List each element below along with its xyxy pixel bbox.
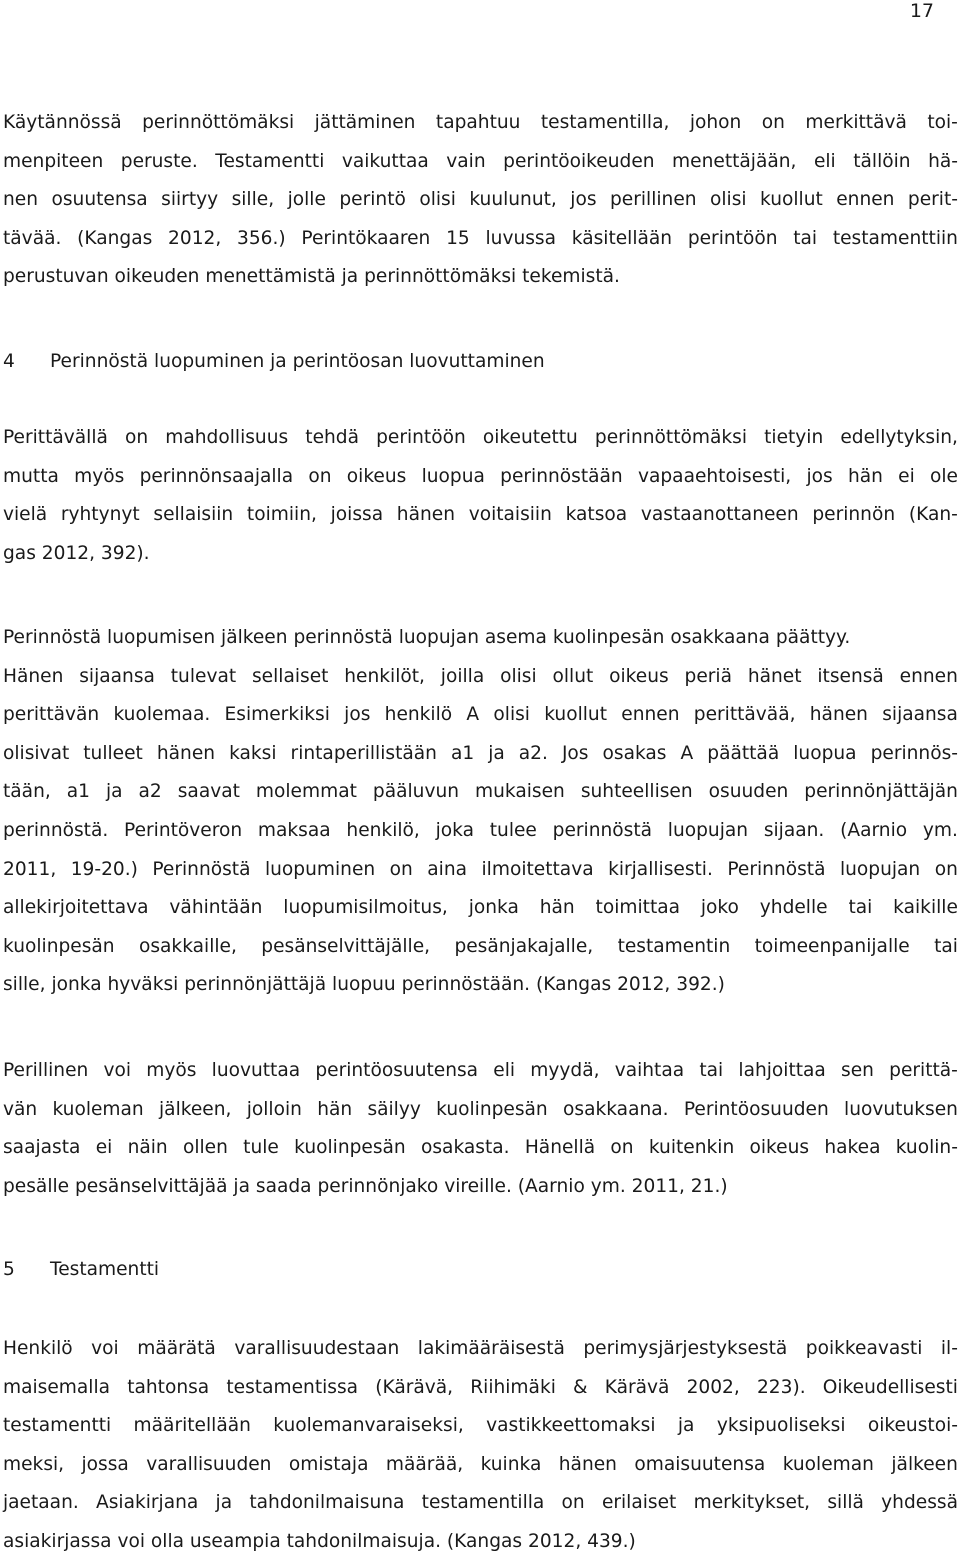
- text-line: tävää. (Kangas 2012, 356.) Perintökaaren 15 luvussa käsitellään perintöön tai testamenttiin: [3, 227, 958, 249]
- text-line: tään, a1 ja a2 saavat molemmat pääluvun mukaisen suhteellisen osuuden perinnönjättäjän: [3, 781, 958, 803]
- text-line: saajasta ei näin ollen tule kuolinpesän osakasta. Hänellä on kuitenkin oikeus hakea kuolin-: [3, 1137, 958, 1159]
- text-line: Perinnöstä luopumisen jälkeen perinnöstä luopujan asema kuolinpesän osakkaana päättyy.: [3, 627, 851, 648]
- text-line: testamentti määritellään kuolemanvaraiseksi, vastikkeettomaksi ja yksipuoliseksi oikeustoi-: [3, 1415, 958, 1437]
- paragraph-assignment: [3, 1052, 958, 1206]
- text-line: sille, jonka hyväksi perinnönjättäjä luopuu perinnöstään. (Kangas 2012, 392.): [3, 974, 725, 996]
- text-line: menpiteen peruste. Testamentti vaikuttaa vain perintöoikeuden menettäjään, eli tällöin hä-: [3, 150, 958, 172]
- text-line: olisivat tulleet hänen kaksi rintaperillistään a1 ja a2. Jos osakas A päättää luopua perinnös-: [3, 742, 958, 764]
- section-title: Testamentti: [50, 1259, 160, 1280]
- paragraph-inheritance-exclusion: [3, 104, 958, 297]
- text-line: vän kuoleman jälkeen, jolloin hän säilyy kuolinpesän osakkaana. Perintöosuuden luovutuksen: [3, 1098, 958, 1120]
- page-number: 17: [909, 0, 934, 22]
- paragraph-after-renunciation: [3, 619, 958, 1005]
- text-line: asiakirjassa voi olla useampia tahdonilmaisuja. (Kangas 2012, 439.): [3, 1530, 636, 1552]
- text-line: allekirjoitettava vähintään luopumisilmoitus, jonka hän toimittaa joko yhdelle tai kaikille: [3, 897, 958, 919]
- text-line: nen osuutensa siirtyy sille, jolle perintö olisi kuulunut, jos perillinen olisi kuollut ennen perit-: [3, 189, 958, 210]
- section-heading-5: [3, 1251, 159, 1289]
- text-line: kuolinpesän osakkaille, pesänselvittäjälle, pesänjakajalle, testamentin toimeenpanijalle tai: [3, 935, 958, 957]
- text-line: Henkilö voi määrätä varallisuudestaan lakimääräisestä perimysjärjestyksestä poikkeavasti il-: [3, 1338, 958, 1359]
- text-line: jaetaan. Asiakirjana ja tahdonilmaisuna testamentilla on erilaiset merkitykset, sillä yhdessä: [3, 1492, 958, 1514]
- paragraph-testament: [3, 1330, 958, 1562]
- text-line: perittävän kuolemaa. Esimerkiksi jos henkilö A olisi kuollut ennen perittävää, hänen sijaansa: [3, 704, 958, 726]
- text-line: Perittävällä on mahdollisuus tehdä perintöön oikeutettu perinnöttömäksi tietyin edellytyksin,: [3, 427, 958, 448]
- text-line: mutta myös perinnönsaajalla on oikeus luopua perinnöstään vapaaehtoisesti, jos hän ei ole: [3, 465, 958, 487]
- text-line: perustuvan oikeuden menettämistä ja perinnöttömäksi tekemistä.: [3, 266, 620, 287]
- text-line: pesälle pesänselvittäjää ja saada perinnönjako vireille. (Aarnio ym. 2011, 21.): [3, 1175, 728, 1197]
- text-line: Käytännössä perinnöttömäksi jättäminen tapahtuu testamentilla, johon on merkittävä toi-: [3, 112, 958, 133]
- section-number: 4: [3, 351, 15, 372]
- text-line: Hänen sijaansa tulevat sellaiset henkilöt, joilla olisi ollut oikeus periä hänet itsensä ennen: [3, 665, 958, 687]
- section-title: Perinnöstä luopuminen ja perintöosan luovuttaminen: [50, 351, 545, 372]
- section-number: 5: [3, 1259, 15, 1280]
- text-line: vielä ryhtynyt sellaisiin toimiin, joissa hänen voitaisiin katsoa vastaanottaneen perinnön (Kan-: [3, 504, 958, 526]
- section-heading-4: [3, 343, 545, 381]
- text-line: perinnöstä. Perintöveron maksaa henkilö, joka tulee perinnöstä luopujan sijaan. (Aarnio ym.: [3, 819, 958, 841]
- text-line: Perillinen voi myös luovuttaa perintöosuutensa eli myydä, vaihtaa tai lahjoittaa sen perittä-: [3, 1060, 958, 1081]
- text-line: 2011, 19-20.) Perinnöstä luopuminen on aina ilmoitettava kirjallisesti. Perinnöstä luopujan on: [3, 858, 958, 880]
- text-line: gas 2012, 392).: [3, 542, 150, 564]
- text-line: maisemalla tahtonsa testamentissa (Kärävä, Riihimäki & Kärävä 2002, 223). Oikeudellisesti: [3, 1376, 958, 1398]
- text-line: meksi, jossa varallisuuden omistaja määrää, kuinka hänen omaisuutensa kuoleman jälkeen: [3, 1453, 958, 1475]
- paragraph-renunciation: [3, 419, 958, 573]
